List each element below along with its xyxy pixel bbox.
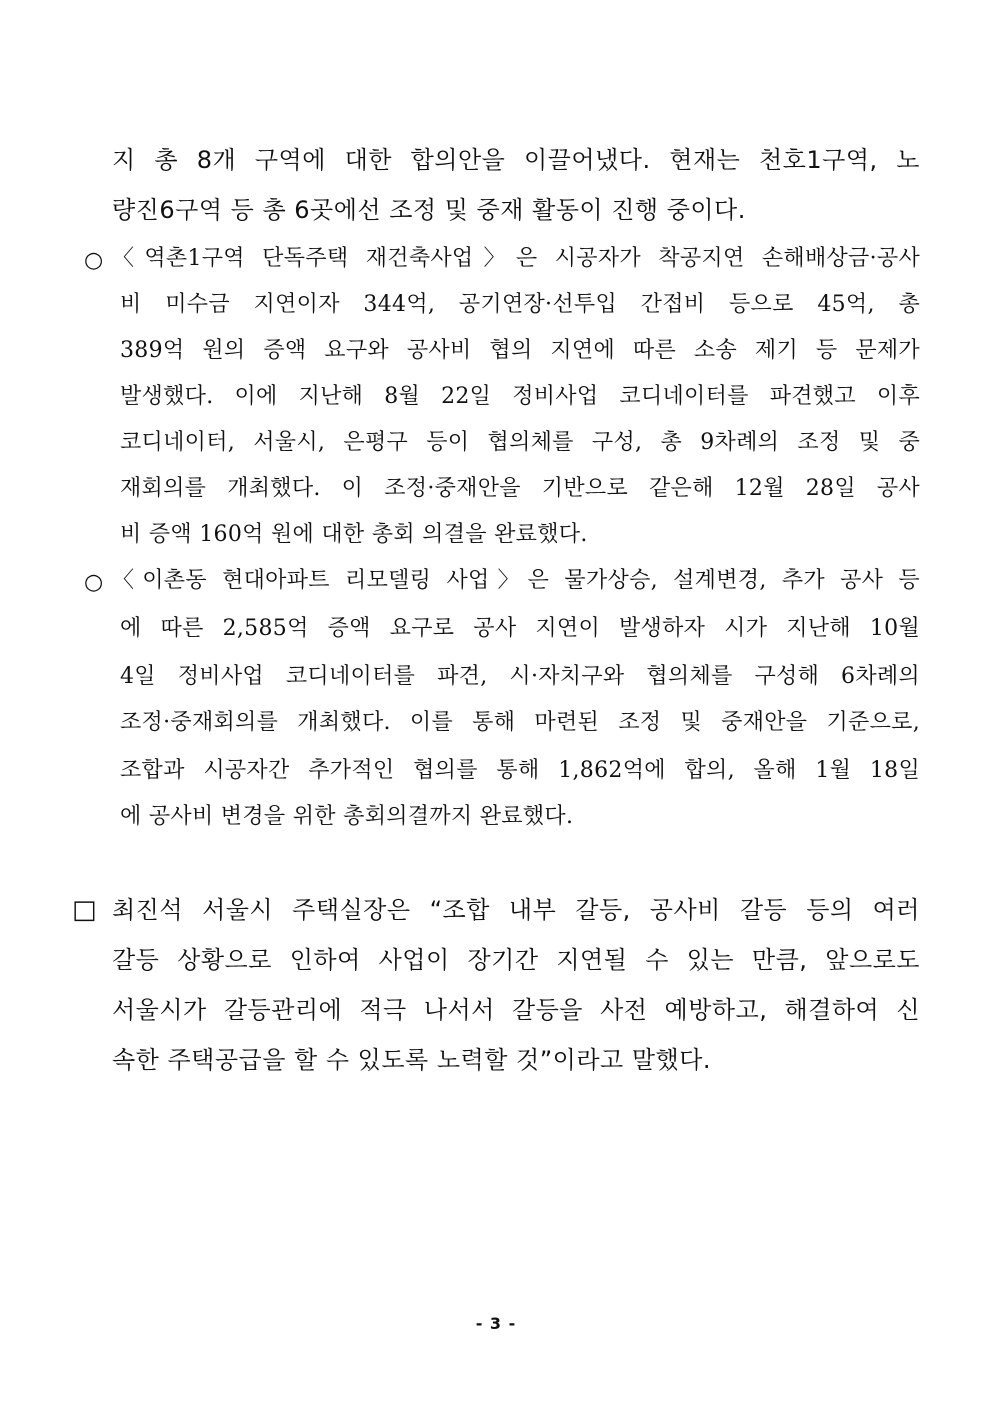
circle-bullet-icon: ○ <box>84 248 104 273</box>
paragraph-line: 에 공사비 변경을 위한 총회의결까지 완료했다. <box>120 804 574 829</box>
paragraph-line: 4일 정비사업 코디네이터를 파견, 시·자치구와 협의체를 구성해 6차례의 <box>120 664 920 689</box>
paragraph-line: 갈등 상황으로 인하여 사업이 장기간 지연될 수 있는 만큼, 앞으로도 <box>112 946 920 974</box>
circle-bullet-icon: ○ <box>84 570 104 595</box>
paragraph-line: 서울시가 갈등관리에 적극 나서서 갈등을 사전 예방하고, 해결하여 신 <box>112 996 920 1024</box>
paragraph-line: 코디네이터, 서울시, 은평구 등이 협의체를 구성, 총 9차례의 조정 및 중 <box>120 430 920 455</box>
paragraph-line: 〈역촌1구역 단독주택 재건축사업〉은 시공자가 착공지연 손해배상금·공사 <box>112 246 920 271</box>
paragraph-line: 〈이촌동 현대아파트 리모델링 사업〉은 물가상승, 설계변경, 추가 공사 등 <box>112 568 920 593</box>
paragraph-line: 최진석 서울시 주택실장은 “조합 내부 갈등, 공사비 갈등 등의 여러 <box>112 896 920 924</box>
paragraph-line: 에 따른 2,585억 증액 요구로 공사 지연이 발생하자 시가 지난해 10월 <box>120 616 920 641</box>
paragraph-line: 량진6구역 등 총 6곳에선 조정 및 중재 활동이 진행 중이다. <box>112 196 746 224</box>
paragraph-line: 비 미수금 지연이자 344억, 공기연장·선투입 간접비 등으로 45억, 총 <box>120 292 920 317</box>
paragraph-line: 조합과 시공자간 추가적인 협의를 통해 1,862억에 합의, 올해 1월 18일 <box>120 758 920 783</box>
paragraph-line: 비 증액 160억 원에 대한 총회 의결을 완료했다. <box>120 522 588 547</box>
paragraph-line: 발생했다. 이에 지난해 8월 22일 정비사업 코디네이터를 파견했고 이후 <box>120 384 920 409</box>
paragraph-line: 재회의를 개최했다. 이 조정·중재안을 기반으로 같은해 12월 28일 공사 <box>120 476 920 501</box>
page-number: - 3 - <box>475 1314 517 1333</box>
paragraph-line: 지 총 8개 구역에 대한 합의안을 이끌어냈다. 현재는 천호1구역, 노 <box>112 146 920 174</box>
square-bullet-icon: □ <box>72 895 97 925</box>
paragraph-line: 속한 주택공급을 할 수 있도록 노력할 것”이라고 말했다. <box>112 1046 712 1074</box>
paragraph-line: 조정·중재회의를 개최했다. 이를 통해 마련된 조정 및 중재안을 기준으로, <box>120 710 920 735</box>
paragraph-line: 389억 원의 증액 요구와 공사비 협의 지연에 따른 소송 제기 등 문제가 <box>120 338 920 363</box>
